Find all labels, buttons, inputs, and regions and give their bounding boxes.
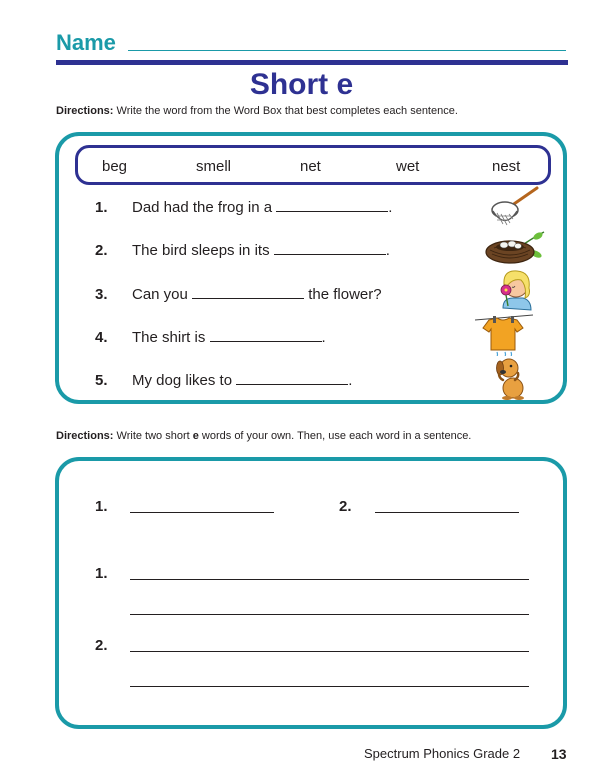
- sentence-text-before: Can you: [132, 286, 193, 303]
- nest-icon: [484, 230, 546, 270]
- sentence-1: [95, 198, 392, 216]
- sentence-1-line-1[interactable]: [130, 579, 529, 580]
- answer-blank[interactable]: [210, 328, 322, 342]
- name-row: [56, 30, 568, 60]
- sentence-text-after: the flower?: [304, 286, 382, 303]
- writing-exercise: [55, 457, 567, 729]
- sentence-number: 1.: [95, 199, 108, 216]
- directions-1-label: Directions:: [56, 105, 114, 117]
- word-line-1[interactable]: [130, 512, 274, 513]
- begging-dog-icon: [491, 354, 531, 400]
- sentence-number: 2.: [95, 242, 108, 259]
- word-wet: wet: [396, 158, 420, 175]
- answer-blank[interactable]: [274, 241, 386, 255]
- directions-2: [56, 430, 471, 442]
- sentence-number: 4.: [95, 329, 108, 346]
- header-rule: [56, 60, 568, 65]
- sentence-2: [95, 241, 390, 259]
- girl-smelling-flower-icon: [493, 268, 537, 312]
- sentence-text-after: .: [388, 199, 393, 216]
- sentence-3: [95, 285, 382, 303]
- sentence-number-2: 2.: [95, 637, 108, 654]
- sentence-number: 3.: [95, 286, 108, 303]
- directions-2-pre: Write two short: [113, 430, 193, 442]
- directions-1-text: Write the word from the Word Box that best completes each sentence.: [113, 105, 458, 117]
- word-beg: beg: [102, 158, 128, 175]
- word-box: [75, 145, 551, 185]
- word-number-2: 2.: [339, 498, 352, 515]
- sentence-text-before: My dog likes to: [132, 372, 237, 389]
- footer-book-title: Spectrum Phonics Grade 2: [364, 746, 521, 761]
- answer-blank[interactable]: [192, 285, 304, 299]
- name-input-line[interactable]: [128, 50, 566, 51]
- word-box-exercise: [55, 132, 567, 404]
- directions-2-post: words of your own. Then, use each word in a sentence.: [198, 430, 472, 442]
- net-icon: [489, 186, 541, 228]
- word-nest: nest: [492, 158, 521, 175]
- page-title: Short e: [249, 68, 354, 101]
- answer-blank[interactable]: [276, 198, 388, 212]
- word-line-2[interactable]: [375, 512, 519, 513]
- name-label: Name: [56, 30, 116, 55]
- page-number: 13: [551, 746, 567, 762]
- sentence-text-before: The shirt is: [132, 329, 210, 346]
- sentence-number-1: 1.: [95, 565, 108, 582]
- answer-blank[interactable]: [236, 371, 348, 385]
- word-net: net: [300, 158, 321, 175]
- sentence-text-before: The bird sleeps in its: [132, 242, 274, 259]
- sentence-text-after: .: [385, 242, 390, 259]
- sentence-text-after: .: [348, 372, 353, 389]
- sentence-4: [95, 328, 326, 346]
- sentence-2-line-1[interactable]: [130, 651, 529, 652]
- directions-2-label: Directions:: [56, 430, 114, 442]
- sentence-text-after: .: [321, 329, 326, 346]
- wet-shirt-icon: [473, 312, 535, 356]
- sentence-2-line-2[interactable]: [130, 686, 529, 687]
- sentence-1-line-2[interactable]: [130, 614, 529, 615]
- word-smell: smell: [196, 158, 232, 175]
- directions-1: [56, 105, 458, 117]
- word-number-1: 1.: [95, 498, 108, 515]
- sentence-5: [95, 371, 352, 389]
- sentence-text-before: Dad had the frog in a: [132, 199, 277, 216]
- directions-2-letter: e: [192, 430, 199, 442]
- sentence-number: 5.: [95, 372, 108, 389]
